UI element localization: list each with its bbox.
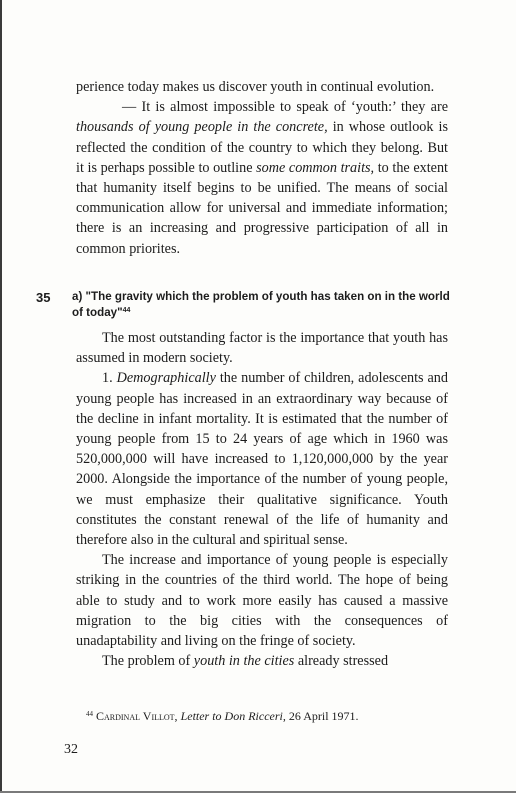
text-run: The most outstanding factor is the importance that youth has assumed in modern society. bbox=[76, 330, 448, 367]
paragraph-demographic bbox=[76, 368, 448, 550]
footnote-title: Letter to Don Ricceri, bbox=[180, 709, 286, 723]
footnote-date: 26 April 1971. bbox=[288, 709, 359, 723]
paragraph-continuation bbox=[76, 77, 448, 97]
text-run: The increase and importance of young people is especially striking in the countries of the third world. The hope of being able to study and to work more easily has caused a massive migration to the big cities with the consequences of unadaptability and living on the fringe of society. bbox=[76, 552, 448, 650]
paragraph-third-world bbox=[76, 550, 448, 651]
paragraph-youth-in-cities bbox=[76, 651, 448, 671]
footnote bbox=[86, 709, 359, 724]
text-run: already stressed bbox=[294, 653, 389, 670]
emphasis-text: some common traits, bbox=[256, 159, 375, 176]
text-run: in whose outlook is reflected the condition of the country to which they belong. But it is perhaps possible to outline bbox=[76, 119, 448, 176]
paragraph-outstanding-factor bbox=[76, 328, 448, 368]
section-heading bbox=[72, 290, 452, 320]
body-text-block bbox=[76, 328, 448, 671]
emphasis-text: youth in the cities bbox=[193, 653, 295, 670]
section-number: 35 bbox=[36, 290, 51, 305]
text-run: perience today makes us discover youth in continual evolution. bbox=[76, 79, 435, 95]
text-run: to the extent that humanity itself begins to be unified. The means of social communication allow for universal and immediate information; there is an increasing and progressive participation of all in common priorites. bbox=[76, 159, 448, 257]
text-run: the number of children, adolescents and young people has increased in an extraordinary way because of the decline in infant mortality. It is estimated that the number of young people from 15 to 24 years of age which in 1960 was 520,000,000 will have increased to 1,120,000,000 by the year 2000. Alongside the importance of the number of young people, we must emphasize their qualitative significance. Youth constitutes the constant renewal of the life of humanity and therefore also in the cultural and spiritual sense. bbox=[76, 370, 448, 549]
text-run: The problem of bbox=[102, 653, 194, 670]
page-number: 32 bbox=[64, 742, 78, 757]
text-run: 1. bbox=[102, 370, 117, 387]
paragraph-youth-traits bbox=[76, 97, 448, 259]
top-text-block bbox=[76, 77, 448, 259]
emphasis-text: Demographically bbox=[116, 370, 216, 387]
heading-note-ref: 44 bbox=[122, 307, 131, 314]
footnote-marker: 44 bbox=[86, 710, 93, 718]
emphasis-text: thousands of young people in the concrete, bbox=[76, 119, 328, 136]
section-heading-text: a) "The gravity which the problem of youth has taken on in the world of today" bbox=[72, 290, 450, 319]
text-run: — It is almost impossible to speak of ‘youth:’ they are bbox=[122, 99, 448, 116]
footnote-author: Cardinal Villot, bbox=[96, 709, 178, 723]
page-left-edge bbox=[0, 0, 2, 793]
